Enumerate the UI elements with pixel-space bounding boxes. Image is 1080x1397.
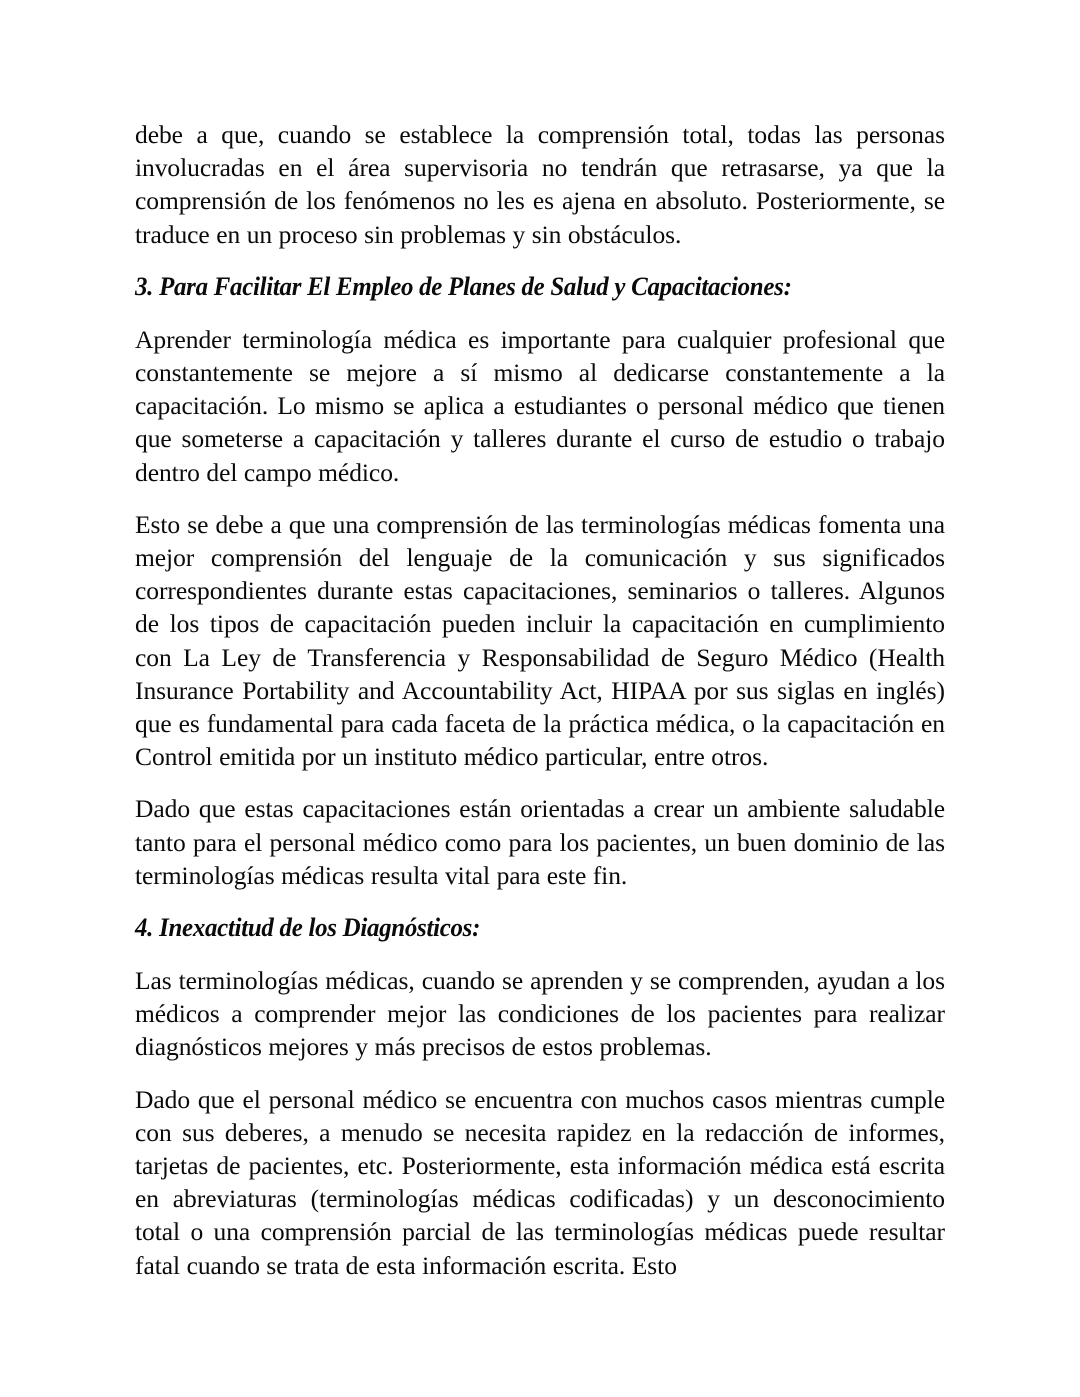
paragraph-intro-continued: debe a que, cuando se establece la comprensión total, todas las personas involucradas en el área supervisoria no tendrán que retrasarse, ya que la comprensión de los fenómenos no les es ajena en absoluto. Posteriormente, se traduce en un proceso sin problemas y sin obstáculos. [135,120,945,249]
heading-section-3: 3. Para Facilitar El Empleo de Planes de Salud y Capacitaciones: [135,270,792,301]
document-text-column [135,118,945,1282]
heading-section-4: 4. Inexactitud de los Diagnósticos: [135,912,481,943]
paragraph-comprension-terminologias: Esto se debe a que una comprensión de las terminologías médicas fomenta una mejor comprensión del lenguaje de la comunicación y sus significados correspondientes durante estas capacitaciones, seminarios o talleres. Algunos de los tipos de capacitación pueden incluir la capacitación en cumplimiento con La Ley de Transferencia y Responsabilidad de Seguro Médico (Health Insurance Portability and Accountability Act, HIPAA por sus siglas en inglés) que es fundamental para cada faceta de la práctica médica, o la capacitación en Control emitida por un instituto médico particular, entre otros. [135,509,945,772]
paragraph-aprender-terminologia: Aprender terminología médica es importante para cualquier profesional que constantemente se mejore a sí mismo al dedicarse constantemente a la capacitación. Lo mismo se aplica a estudiantes o personal médico que tienen que someterse a capacitación y talleres durante el curso de estudio o trabajo dentro del campo médico. [135,324,945,487]
paragraph-diagnosticos-precisos: Las terminologías médicas, cuando se aprenden y se comprenden, ayudan a los médicos a comprender mejor las condiciones de los pacientes para realizar diagnósticos mejores y más precisos de estos problemas. [135,966,945,1062]
paragraph-ambiente-saludable: Dado que estas capacitaciones están orientadas a crear un ambiente saludable tanto para el personal médico como para los pacientes, un buen dominio de las terminologías médicas resulta vital para este fin. [135,794,945,890]
paragraph-abreviaturas-codificadas: Dado que el personal médico se encuentra con muchos casos mientras cumple con sus deberes, a menudo se necesita rapidez en la redacción de informes, tarjetas de pacientes, etc. Posteriormente, esta información médica está escrita en abreviaturas (terminologías médicas codificadas) y un desconocimiento total o una comprensión parcial de las terminologías médicas puede resultar fatal cuando se trata de esta información escrita. Esto [135,1084,945,1280]
